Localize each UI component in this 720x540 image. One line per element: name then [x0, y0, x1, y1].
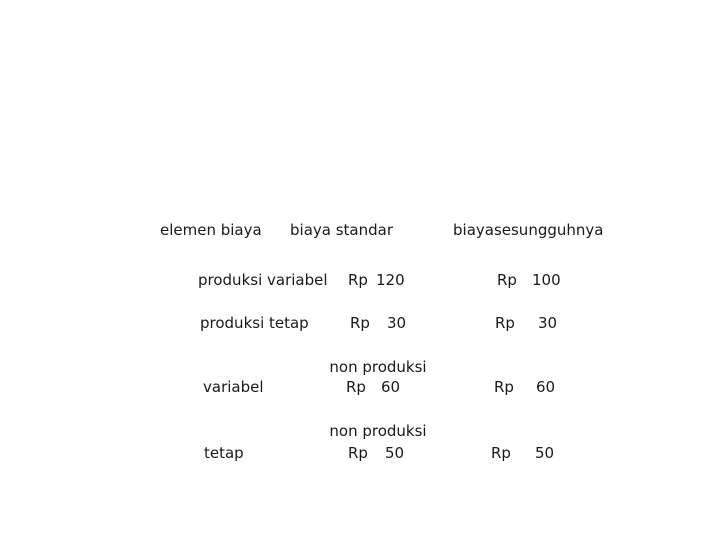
standard-value: 50 — [385, 444, 405, 462]
standard-currency: Rp — [348, 271, 368, 289]
actual-value: 100 — [532, 271, 561, 289]
standard-currency: Rp — [346, 378, 366, 396]
row-label-produksi-variabel: produksi variabel — [198, 271, 328, 289]
standard-prefix-non-produksi: non produksi — [329, 358, 427, 376]
header-standard-cost: biaya standar — [290, 221, 393, 239]
standard-currency: Rp — [350, 314, 370, 332]
header-actual-cost: biayasesungguhnya — [453, 221, 604, 239]
actual-value: 30 — [538, 314, 558, 332]
header-element: elemen biaya — [160, 221, 262, 239]
standard-prefix-non-produksi: non produksi — [329, 422, 427, 440]
row-label-tetap: tetap — [204, 444, 244, 462]
actual-currency: Rp — [495, 314, 515, 332]
actual-value: 60 — [536, 378, 556, 396]
row-label-variabel: variabel — [203, 378, 264, 396]
standard-value: 120 — [376, 271, 405, 289]
actual-value: 50 — [535, 444, 555, 462]
standard-currency: Rp — [348, 444, 368, 462]
standard-value: 30 — [387, 314, 407, 332]
actual-currency: Rp — [494, 378, 514, 396]
row-label-produksi-tetap: produksi tetap — [200, 314, 309, 332]
actual-currency: Rp — [491, 444, 511, 462]
standard-value: 60 — [381, 378, 401, 396]
actual-currency: Rp — [497, 271, 517, 289]
